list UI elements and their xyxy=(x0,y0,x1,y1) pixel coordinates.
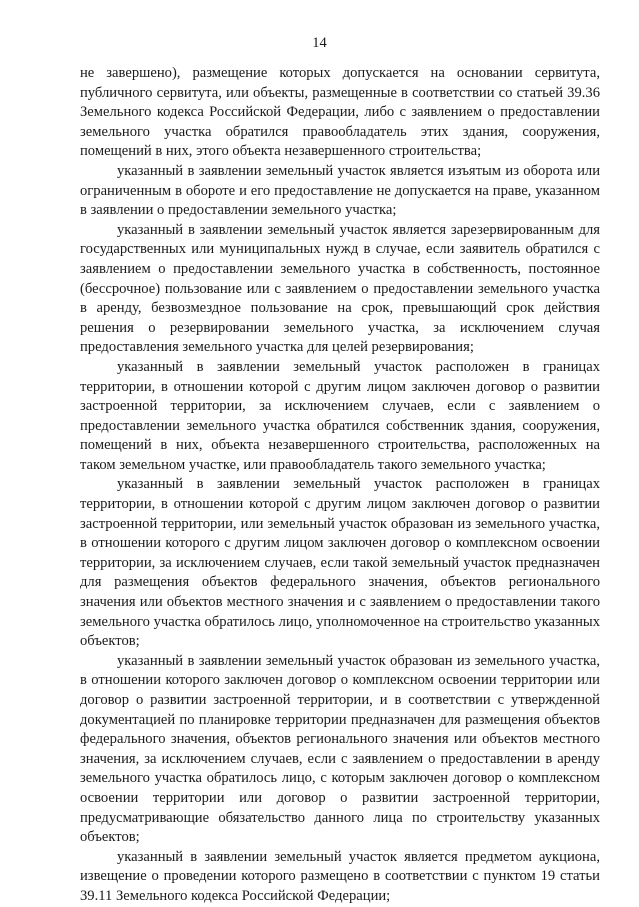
paragraph-auction-subject: указанный в заявлении земельный участок является предметом аукциона, извещение о проведении которого размещено в соответствии с пунктом 19 статьи 39.11 Земельного кодекса Российской Федерации; xyxy=(80,848,600,904)
paragraph-continuation: не завершено), размещение которых допускается на основании сервитута, публичного сервитута, или объекты, размещенные в соответствии со статьей 39.36 Земельного кодекса Российской Федерации, либо с заявлением о предоставлении земельного участка обратился правообладатель этих здания, сооружения, помещений в них, этого объекта незавершенного строительства; xyxy=(80,65,600,160)
paragraph-planning-documentation: указанный в заявлении земельный участок образован из земельного участка, в отношении которого заключен договор о комплексном освоении территории или договор о развитии застроенной территории, и в соответствии с утвержденной документацией по планировке территории предназначен для размещения объектов федерального значения, объектов регионального значения или объектов местного значения, за исключением случаев, если с заявлением о предоставлении в аренду земельного участка обратилось лицо, с которым заключен договор о комплексном освоении территории или договор о развитии застроенной территории, предусматривающие обязательство данного лица по строительству указанных объектов; xyxy=(80,652,600,846)
document-body xyxy=(80,64,600,907)
paragraph-withdrawn-plot: указанный в заявлении земельный участок является изъятым из оборота или ограниченным в обороте и его предоставление не допускается на праве, указанном в заявлении о предоставлении земельного участка; xyxy=(80,162,600,219)
page-number: 14 xyxy=(312,35,327,51)
paragraph-reserved-plot: указанный в заявлении земельный участок является зарезервированным для государственных или муниципальных нужд в случае, если заявитель обратился с заявлением о предоставлении земельного участка в собственность, постоянное (бессрочное) пользование или с заявлением о предоставлении земельного участка в аренду, безвозмездное пользование на срок, превышающий срок действия решения о резервировании земельного участка, за исключением случая предоставления земельного участка для целей резервирования; xyxy=(80,221,600,356)
paragraph-complex-development: указанный в заявлении земельный участок расположен в границах территории, в отношении которой с другим лицом заключен договор о развитии застроенной территории, или земельный участок образован из земельного участка, в отношении которого с другим лицом заключен договор о комплексном освоении территории, за исключением случаев, если такой земельный участок предназначен для размещения объектов федерального значения, объектов регионального значения или объектов местного значения и с заявлением о предоставлении такого земельного участка обратилось лицо, уполномоченное на строительство указанных объектов; xyxy=(80,476,600,650)
paragraph-development-contract: указанный в заявлении земельный участок расположен в границах территории, в отношении которой с другим лицом заключен договор о развитии застроенной территории, за исключением случаев, если с заявлением о предоставлении земельного участка обратился собственник здания, сооружения, помещений в них, объекта незавершенного строительства, расположенных на таком земельном участке, или правообладатель такого земельного участка; xyxy=(80,358,600,473)
